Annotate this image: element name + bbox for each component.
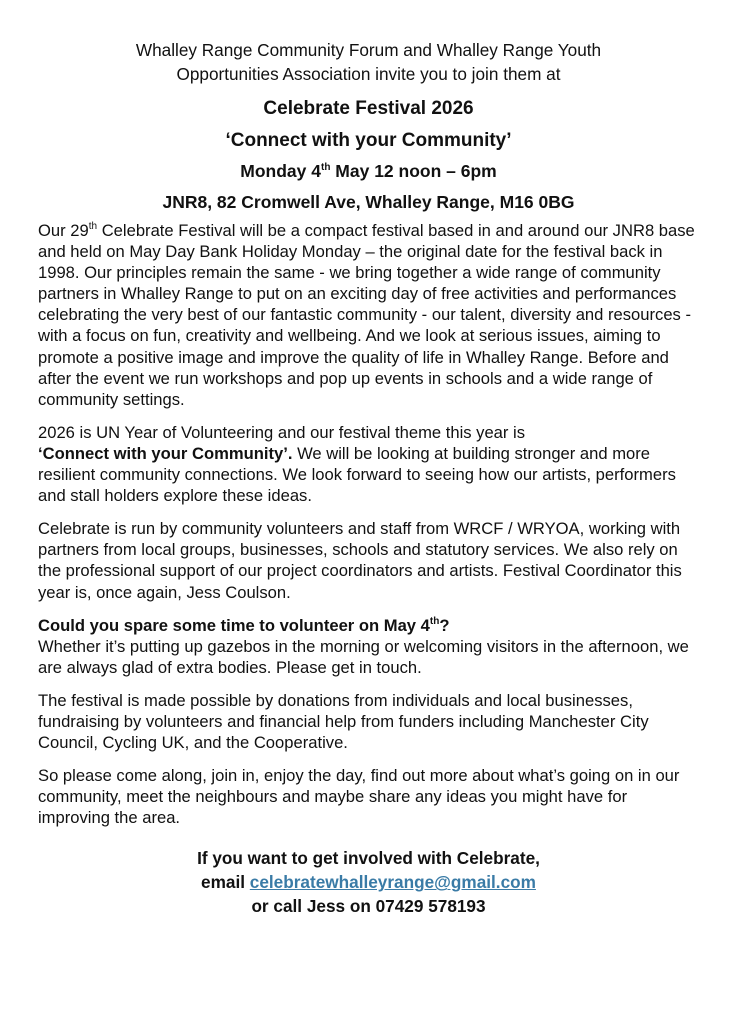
theme-paragraph-text: We will be looking at building stronger and more resilient community connections. We look forward to seeing how our artists, performers and stall holders explore these ideas. <box>38 443 676 506</box>
theme-paragraph-highlight: ‘Connect with your Community’. <box>38 443 293 463</box>
theme-paragraph <box>38 422 699 506</box>
intro-line-2: Opportunities Association invite you to join them at <box>176 64 561 84</box>
event-date-rest: May 12 noon – 6pm <box>330 161 497 181</box>
event-venue: JNR8, 82 Cromwell Ave, Whalley Range, M16 0BG <box>162 192 575 212</box>
volunteer-question-prefix: Could you spare some time to volunteer on May 4 <box>38 615 430 635</box>
volunteer-text: Whether it’s putting up gazebos in the morning or welcoming visitors in the afternoon, we are always glad of extra bodies. Please get in touch. <box>38 636 689 677</box>
contact-email-line <box>38 870 699 894</box>
event-theme: ‘Connect with your Community’ <box>225 130 512 151</box>
email-link[interactable]: celebratewhalleyrange@gmail.com <box>249 872 536 893</box>
invitation-paragraph: So please come along, join in, enjoy the day, find out more about what’s going on in our community, meet the neighbours and maybe share any ideas you might have for improving the area. <box>38 766 680 828</box>
contact-email-prefix: email <box>201 872 250 893</box>
festival-description-text: Celebrate Festival will be a compact festival based in and around our JNR8 base and held on May Day Bank Holiday Monday – the original date for the festival back in 1998. Our principles remain the same - we bring together a wide range of community partners in Whalley Range to put on an exciting day of free activities and performances celebrating the very best of our fantastic community - our talent, diversity and resources - with a focus on fun, creativity and wellbeing. And we look at serious issues, aiming to promote a positive image and improve the quality of life in Whalley Range. Before and after the event we run workshops and pop up events in schools and a wide range of community settings. <box>38 221 695 409</box>
organisers-paragraph: Celebrate is run by community volunteers and staff from WRCF / WRYOA, working with partners from local groups, businesses, schools and statutory services. We also rely on the professional support of our project coordinators and artists. Festival Coordinator this year is, once again, Jess Coulson. <box>38 519 682 602</box>
event-date-prefix: Monday 4 <box>240 161 321 181</box>
volunteer-question-suffix: ? <box>439 615 450 635</box>
festival-description-ordinal: th <box>88 221 98 232</box>
event-date <box>38 157 699 186</box>
contact-phone-line: or call Jess on 07429 578193 <box>251 896 486 917</box>
contact-line-1: If you want to get involved with Celebrate, <box>197 848 540 869</box>
intro-line-1: Whalley Range Community Forum and Whalley Range Youth <box>135 40 602 60</box>
festival-description <box>38 220 699 410</box>
festival-description-prefix: Our 29 <box>38 221 89 240</box>
funders-paragraph: The festival is made possible by donations from individuals and local businesses, fundraising by volunteers and financial help from funders including Manchester City Council, Cycling UK, and the Cooperative. <box>38 690 649 753</box>
event-title: Celebrate Festival 2026 <box>263 98 474 119</box>
volunteer-question-ordinal: th <box>429 615 440 627</box>
event-date-ordinal: th <box>320 162 331 173</box>
volunteer-question <box>38 615 699 636</box>
theme-paragraph-lead: 2026 is UN Year of Volunteering and our festival theme this year is <box>38 422 526 442</box>
